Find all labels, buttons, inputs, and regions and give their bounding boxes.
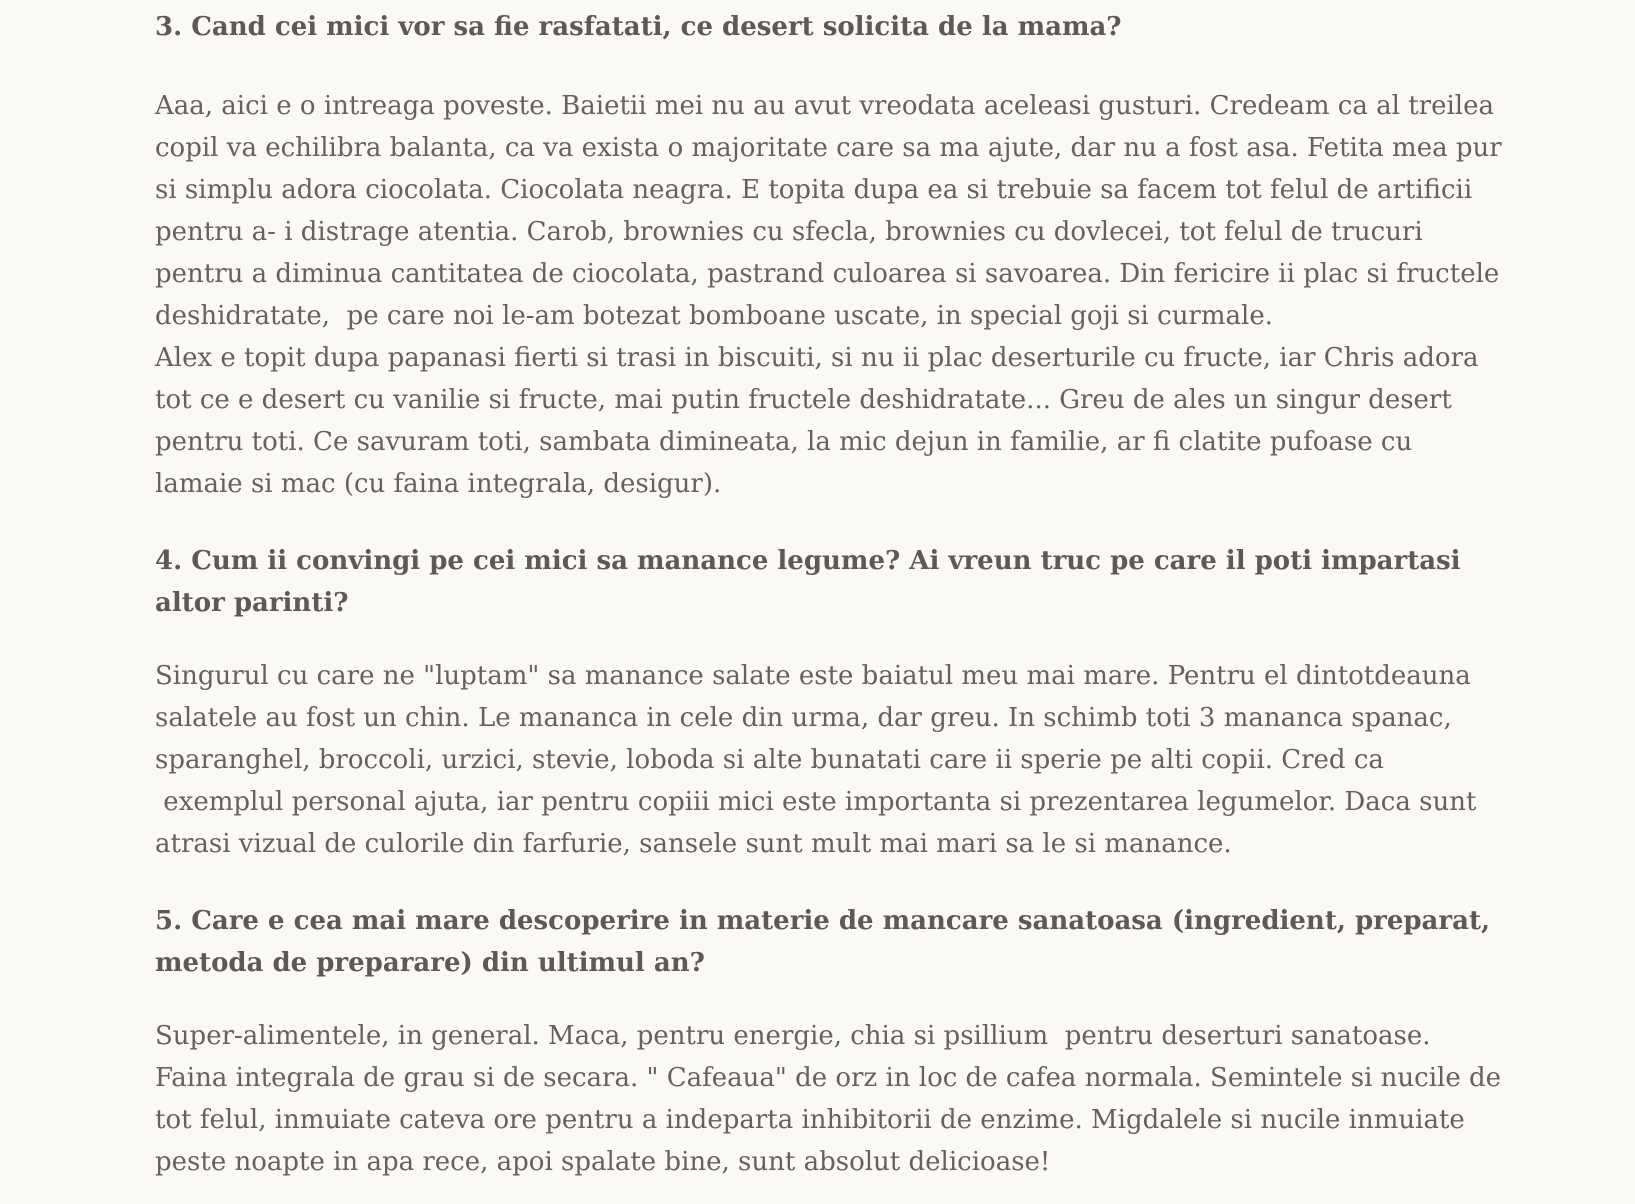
answer-line: Singurul cu care ne "luptam" sa manance salate este baiatul meu mai mare. Pentru el dintotdeauna	[155, 661, 1471, 691]
answer-line: salatele au fost un chin. Le mananca in cele din urma, dar greu. In schimb toti 3 mananca spanac,	[155, 703, 1452, 733]
question-line: 5. Care e cea mai mare descoperire in materie de mancare sanatoasa (ingredient, preparat,	[155, 906, 1491, 936]
answer-line: tot ce e desert cu vanilie si fructe, mai putin fructele deshidratate... Greu de ales un singur desert	[155, 385, 1452, 415]
answer-line: atrasi vizual de culorile din farfurie, sansele sunt mult mai mari sa le si manance.	[155, 829, 1232, 859]
question-line: altor parinti?	[155, 588, 349, 618]
answer-line: tot felul, inmuiate cateva ore pentru a indeparta inhibitorii de enzime. Migdalele si nucile inmuiate	[155, 1105, 1465, 1135]
question-5-heading	[155, 900, 1490, 984]
answer-line: peste noapte in apa rece, apoi spalate bine, sunt absolut delicioase!	[155, 1147, 1051, 1177]
answer-line: exemplul personal ajuta, iar pentru copiii mici este importanta si prezentarea legumelor. Daca sunt	[155, 787, 1477, 817]
answer-line: pentru a- i distrage atentia. Carob, brownies cu sfecla, brownies cu dovlecei, tot felul de trucuri	[155, 217, 1423, 247]
answer-line: Faina integrala de grau si de secara. " Cafeaua" de orz in loc de cafea normala. Semintele si nucile de	[155, 1063, 1502, 1093]
answer-5-paragraph	[155, 1015, 1501, 1183]
question-line: metoda de preparare) din ultimul an?	[155, 948, 705, 978]
answer-line: Alex e topit dupa papanasi fierti si trasi in biscuiti, si nu ii plac deserturile cu fructe, iar Chris adora	[155, 343, 1479, 373]
answer-4-paragraph	[155, 655, 1476, 865]
answer-3-paragraph	[155, 85, 1502, 505]
answer-line: sparanghel, broccoli, urzici, stevie, loboda si alte bunatati care ii sperie pe alti copii. Cred ca	[155, 745, 1384, 775]
answer-line: Super-alimentele, in general. Maca, pentru energie, chia si psillium pentru deserturi sanatoase.	[155, 1021, 1431, 1051]
answer-line: Aaa, aici e o intreaga poveste. Baietii mei nu au avut vreodata aceleasi gusturi. Credeam ca al treilea	[155, 91, 1494, 121]
answer-line: pentru toti. Ce savuram toti, sambata dimineata, la mic dejun in familie, ar fi clatite pufoase cu	[155, 427, 1413, 457]
answer-line: si simplu adora ciocolata. Ciocolata neagra. E topita dupa ea si trebuie sa facem tot felul de artificii	[155, 175, 1473, 205]
answer-line: pentru a diminua cantitatea de ciocolata, pastrand culoarea si savoarea. Din fericire ii plac si fructele	[155, 259, 1500, 289]
answer-line: copil va echilibra balanta, ca va exista o majoritate care sa ma ajute, dar nu a fost asa. Fetita mea pur	[155, 133, 1502, 163]
question-3-heading	[155, 6, 1122, 48]
question-line: 4. Cum ii convingi pe cei mici sa manance legume? Ai vreun truc pe care il poti impartasi	[155, 546, 1461, 576]
question-4-heading	[155, 540, 1461, 624]
question-line: 3. Cand cei mici vor sa fie rasfatati, ce desert solicita de la mama?	[155, 12, 1122, 42]
answer-line: deshidratate, pe care noi le-am botezat bomboane uscate, in special goji si curmale.	[155, 301, 1273, 331]
answer-line: lamaie si mac (cu faina integrala, desigur).	[155, 469, 722, 499]
